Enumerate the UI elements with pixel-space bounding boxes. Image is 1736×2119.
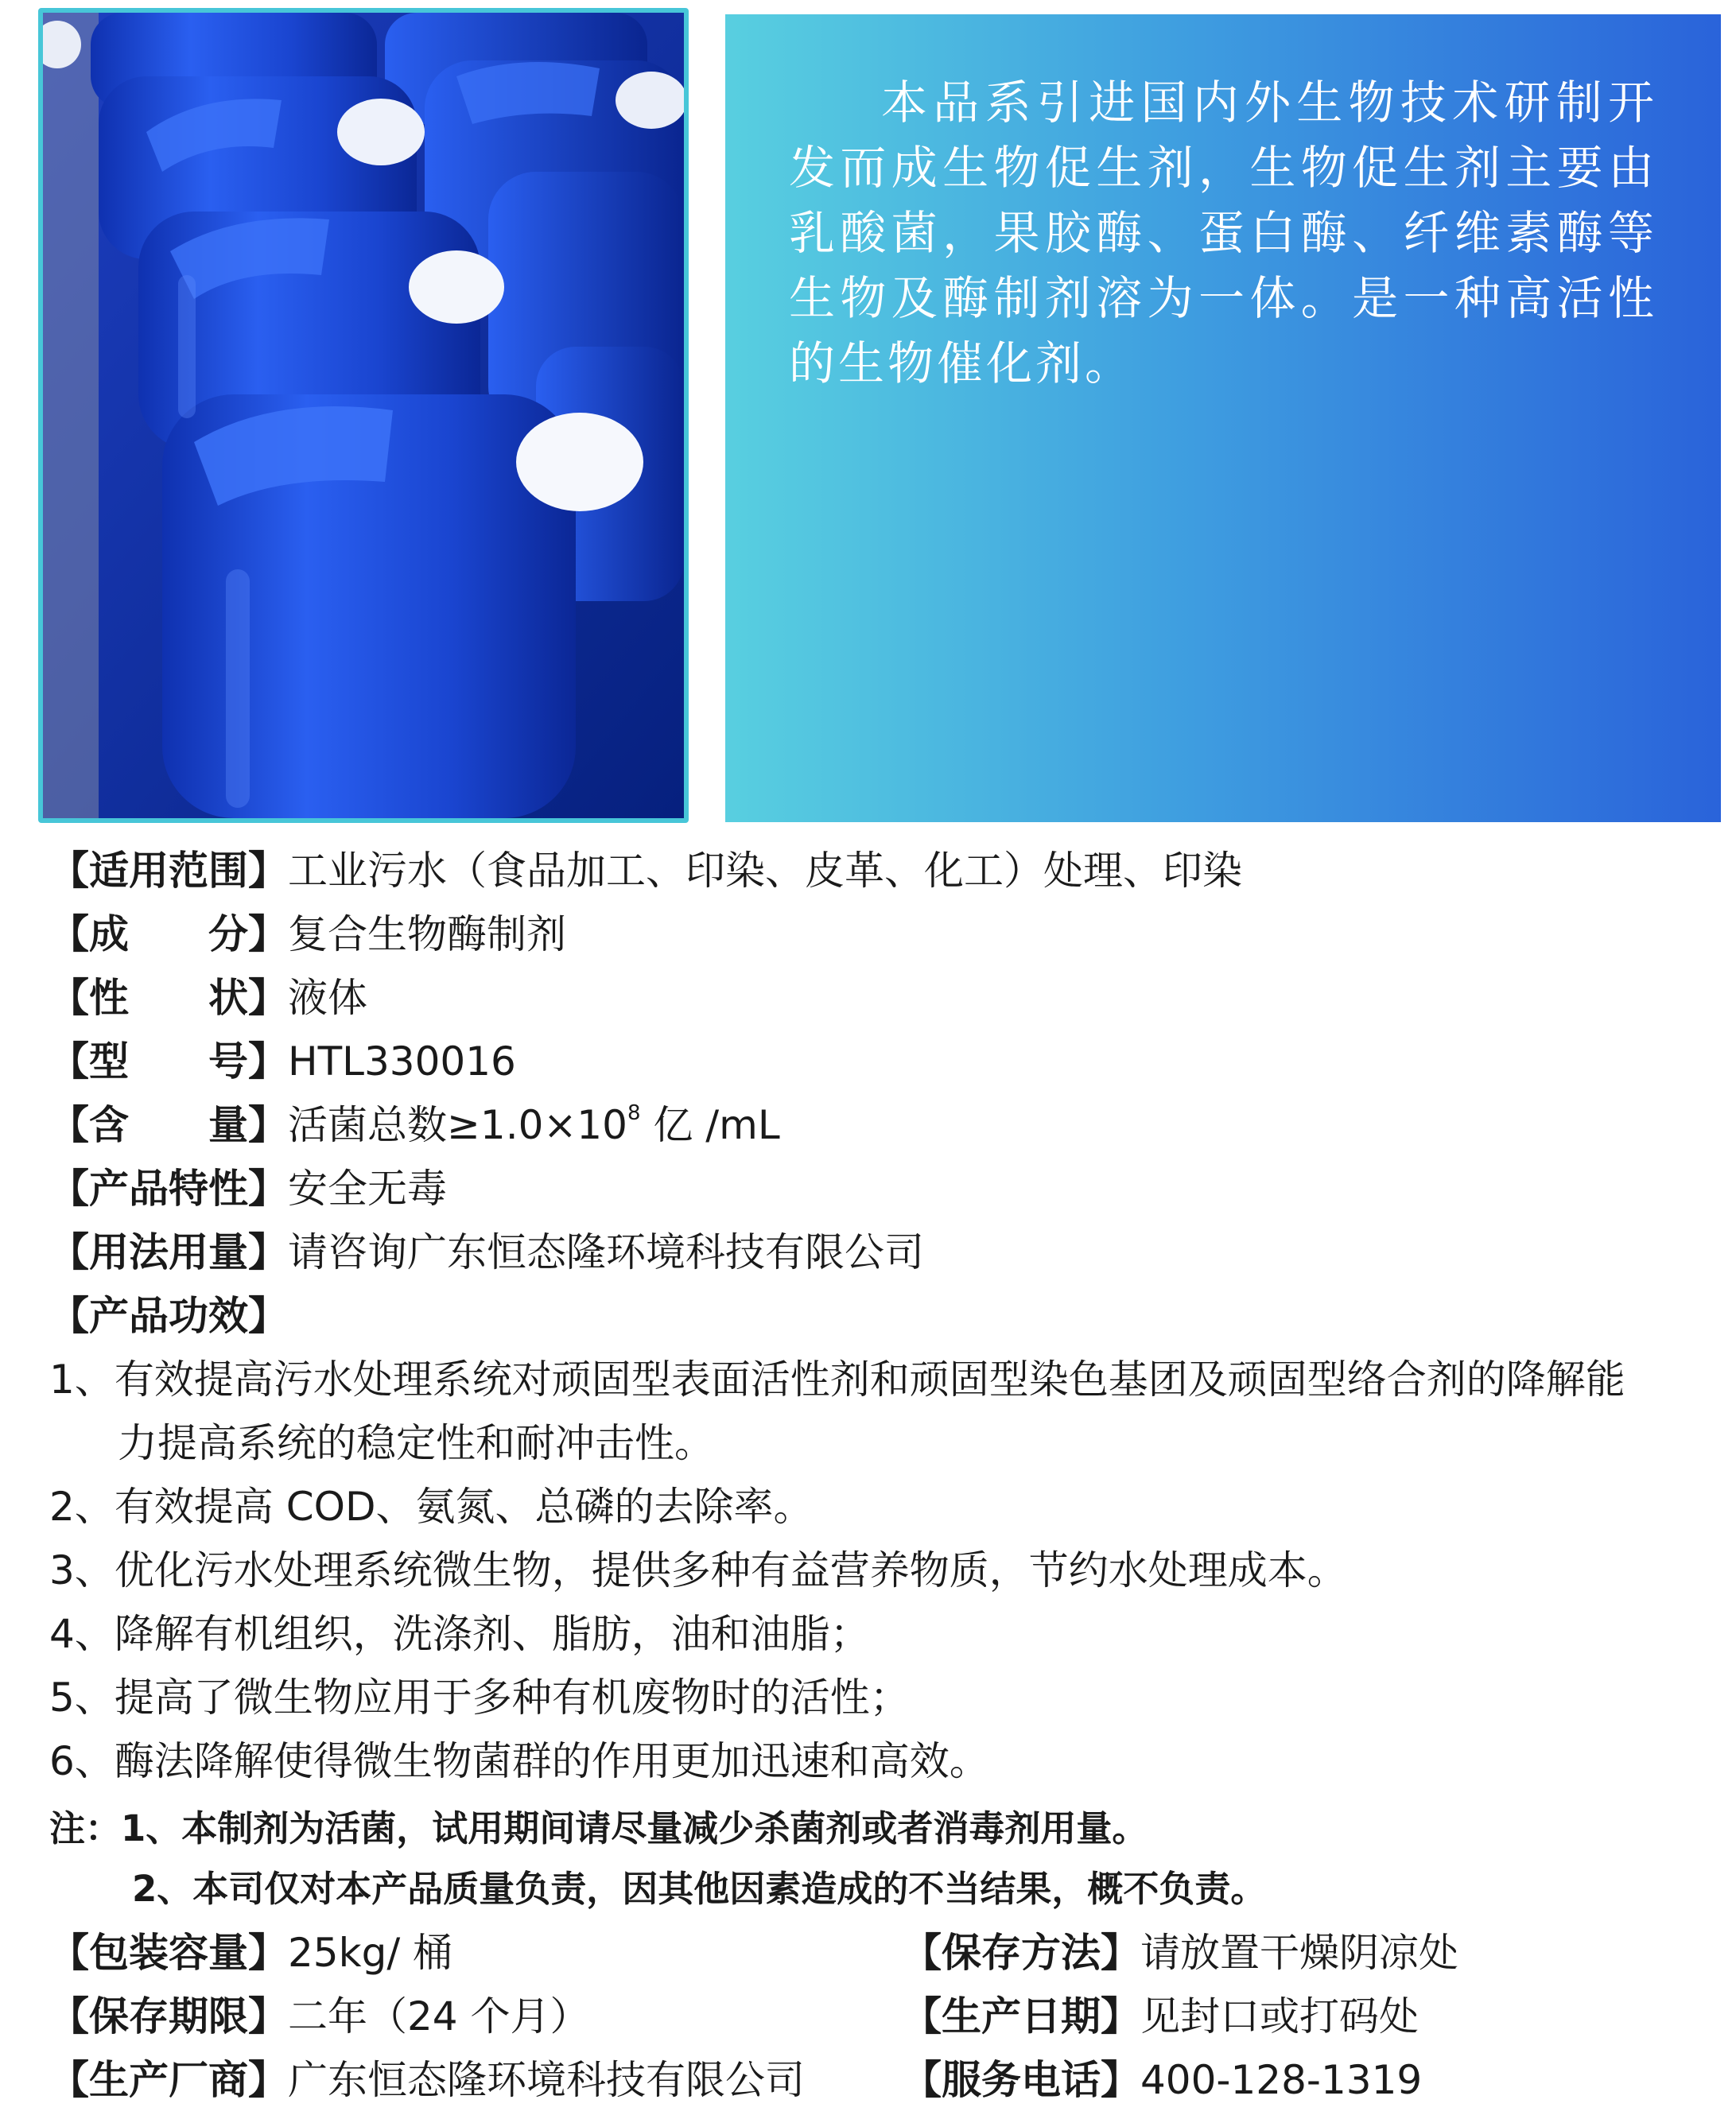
spec-row-composition xyxy=(49,902,1719,966)
item-text: 降解有机组织，洗涤剂、脂肪，油和油脂； xyxy=(114,1611,870,1657)
bottom-row-package xyxy=(49,1921,1719,1985)
spec-row-feature xyxy=(49,1157,1719,1221)
spec-label: 【用法用量】 xyxy=(49,1229,288,1275)
spec-label: 【产品特性】 xyxy=(49,1166,288,1212)
spec-label: 【性 状】 xyxy=(49,975,288,1021)
list-item xyxy=(49,1475,1719,1539)
item-number: 3、 xyxy=(49,1547,115,1593)
spec-label: 【生产厂商】 xyxy=(49,2057,288,2103)
spec-value: 复合生物酶制剂 xyxy=(288,911,566,957)
spec-label: 【服务电话】 xyxy=(902,2057,1140,2103)
function-list xyxy=(49,1348,1719,1793)
item-number: 1、 xyxy=(49,1356,115,1403)
spec-row-scope xyxy=(49,839,1719,902)
item-text: 有效提高污水处理系统对顽固型表面活性剂和顽固型染色基团及顽固型络合剂的降解能 xyxy=(114,1356,1625,1403)
spec-row-content xyxy=(49,1093,1719,1157)
spec-label: 【包装容量】 xyxy=(49,1930,288,1976)
bottom-info xyxy=(49,1921,1719,2112)
blue-drums-image xyxy=(43,13,684,818)
spec-value: 25kg/ 桶 xyxy=(288,1930,453,1976)
spec-label: 【型 号】 xyxy=(49,1038,288,1085)
item-number: 5、 xyxy=(49,1675,115,1721)
spec-label: 【适用范围】 xyxy=(49,848,288,894)
item-text: 提高了微生物应用于多种有机废物时的活性； xyxy=(114,1675,910,1721)
spec-value: 请放置干燥阴凉处 xyxy=(1140,1930,1458,1976)
list-item xyxy=(49,1539,1719,1602)
right-cell xyxy=(902,1921,1458,1985)
content-value-unit: 亿 /mL xyxy=(640,1102,780,1148)
item-number: 6、 xyxy=(49,1738,115,1784)
right-cell xyxy=(902,1985,1419,2048)
spec-value: 工业污水（食品加工、印染、皮革、化工）处理、印染 xyxy=(288,848,1242,894)
right-cell xyxy=(902,2048,1422,2112)
list-item xyxy=(49,1348,1719,1411)
spec-row-model xyxy=(49,1030,1719,1093)
spec-value: 广东恒态隆环境科技有限公司 xyxy=(288,2057,805,2103)
spec-value: 400-128-1319 xyxy=(1140,2057,1423,2103)
item-number: 2、 xyxy=(49,1484,115,1530)
item-text: 优化污水处理系统微生物，提供多种有益营养物质，节约水处理成本。 xyxy=(114,1547,1347,1593)
list-item xyxy=(49,1602,1719,1666)
product-photo xyxy=(38,8,689,823)
note-line-2: 2、本司仅对本产品质量负责，因其他因素造成的不当结果，概不负责。 xyxy=(132,1868,1267,1910)
function-title: 【产品功效】 xyxy=(49,1293,288,1339)
intro-text: 本品系引进国内外生物技术研制开发而成生物促生剂，生物促生剂主要由乳酸菌，果胶酶、蛋白酶、纤维素酶等生物及酶制剂溶为一体。是一种高活性的生物催化剂。 xyxy=(789,76,1657,390)
spec-value xyxy=(288,1093,780,1157)
content-value-main: 活菌总数≥1.0×10 xyxy=(288,1102,627,1148)
note-line-1: 注：1、本制剂为活菌，试用期间请尽量减少杀菌剂或者消毒剂用量。 xyxy=(49,1807,1148,1849)
item-text: 酶法降解使得微生物菌群的作用更加迅速和高效。 xyxy=(114,1738,989,1784)
spec-row-appearance xyxy=(49,966,1719,1030)
item-continuation: 力提高系统的稳定性和耐冲击性。 xyxy=(118,1420,714,1466)
bottom-row-shelf-life xyxy=(49,1985,1719,2048)
spec-value: 二年（24 个月） xyxy=(288,1993,590,2039)
list-item xyxy=(49,1729,1719,1793)
spec-label: 【成 分】 xyxy=(49,911,288,957)
spec-row-usage xyxy=(49,1221,1719,1284)
spec-label: 【保存期限】 xyxy=(49,1993,288,2039)
list-item xyxy=(49,1666,1719,1729)
spec-value: 安全无毒 xyxy=(288,1166,447,1212)
spec-value: HTL330016 xyxy=(288,1038,516,1085)
spec-value: 请咨询广东恒态隆环境科技有限公司 xyxy=(288,1229,924,1275)
item-number: 4、 xyxy=(49,1611,115,1657)
spec-label: 【保存方法】 xyxy=(902,1930,1140,1976)
intro-panel xyxy=(725,14,1721,822)
function-title-row xyxy=(49,1284,1719,1348)
spec-value: 液体 xyxy=(288,975,367,1021)
spec-label: 【含 量】 xyxy=(49,1102,288,1148)
spec-list xyxy=(49,839,1719,1348)
spec-value: 见封口或打码处 xyxy=(1140,1993,1419,2039)
content-exponent: 8 xyxy=(627,1101,641,1125)
item-text: 有效提高 COD、氨氮、总磷的去除率。 xyxy=(114,1484,814,1530)
bottom-row-manufacturer xyxy=(49,2048,1719,2112)
spec-label: 【生产日期】 xyxy=(902,1993,1140,2039)
notes xyxy=(49,1799,1266,1919)
